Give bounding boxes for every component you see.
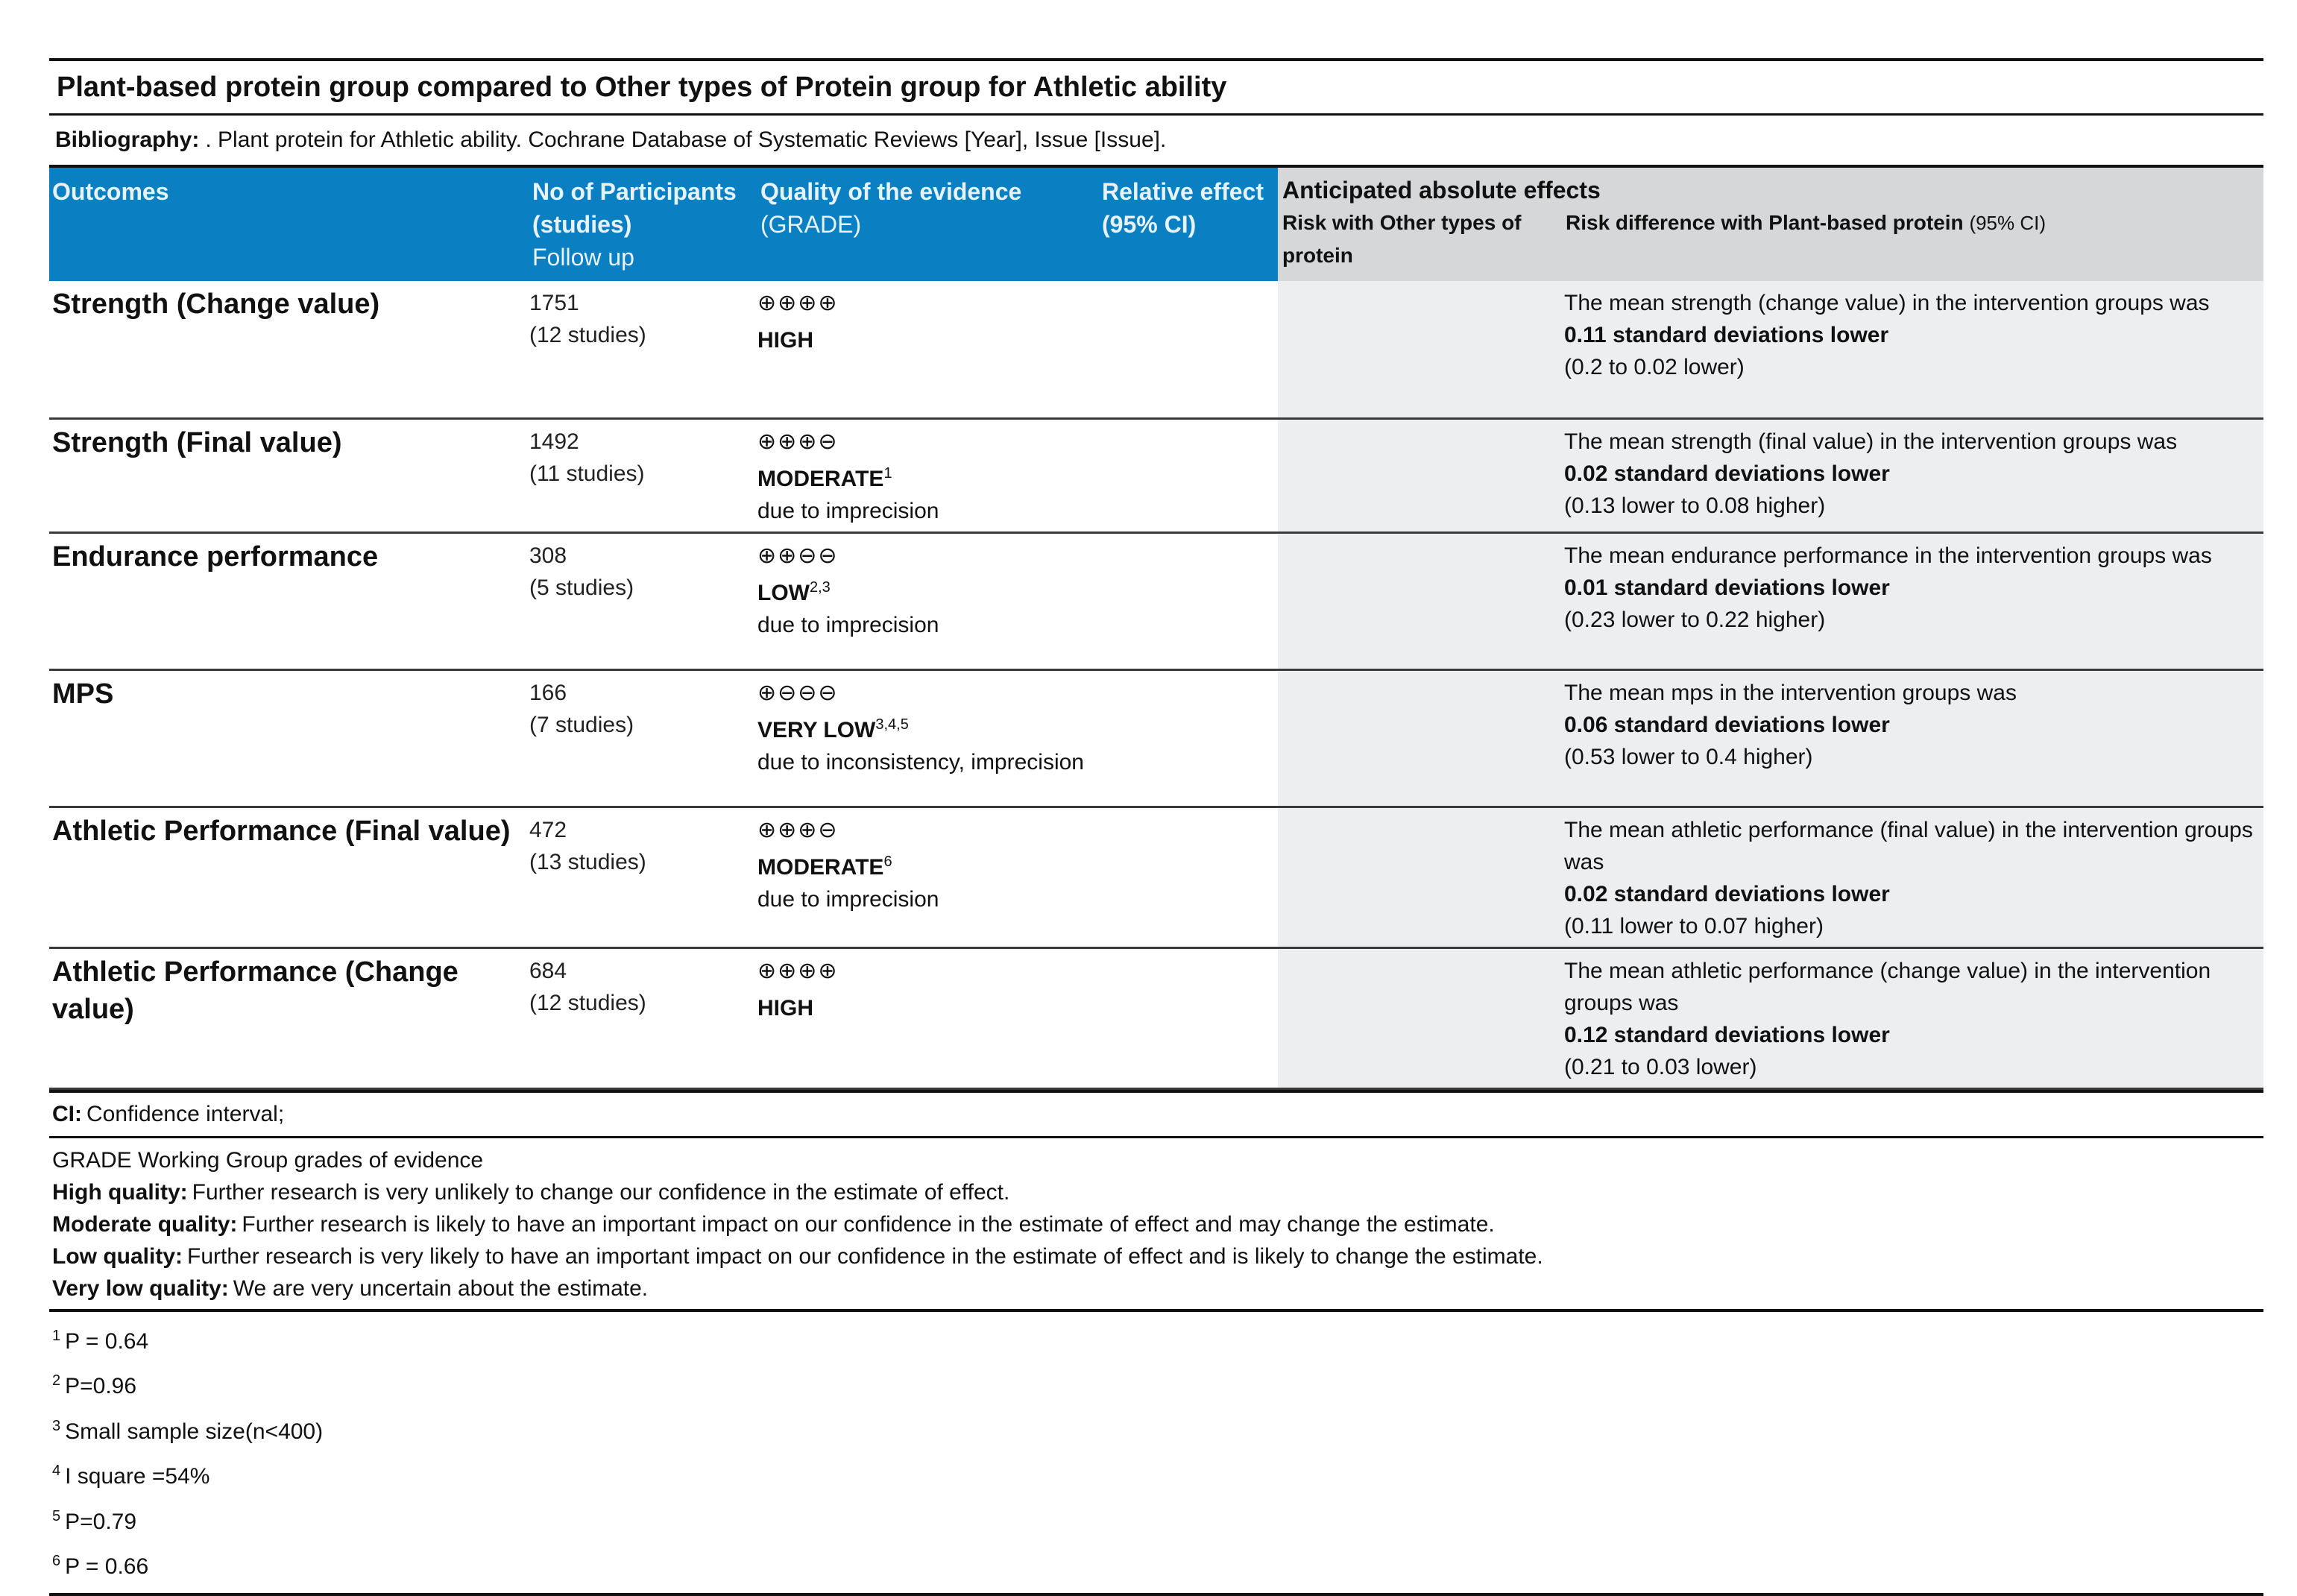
relative-effect-cell (1099, 807, 1278, 947)
footnote-number: 3 (52, 1417, 61, 1434)
footnote-text: Small sample size(n<400) (65, 1419, 324, 1444)
header-risk-difference: Risk difference with Plant-based protein (95% CI) (1566, 211, 2046, 234)
risk-difference-cell (1561, 418, 2263, 532)
participants-count: 1492 (529, 429, 579, 454)
studies-count: (12 studies) (529, 990, 646, 1015)
footnote-item (52, 1361, 2263, 1407)
difference-value: 0.12 standard deviations lower (1564, 1022, 1890, 1047)
footnote-number: 4 (52, 1463, 61, 1479)
outcome-cell: Athletic Performance (Final value) (52, 815, 511, 847)
difference-intro: The mean endurance performance in the intervention groups was (1564, 543, 2212, 568)
grade-rating: HIGH (757, 328, 813, 353)
grade-symbols-icon: ⊕⊕⊖⊖ (757, 543, 839, 568)
grade-reason: due to imprecision (757, 886, 939, 912)
risk-other-cell (1278, 669, 1561, 807)
risk-other-cell (1278, 418, 1561, 532)
table-row (49, 281, 2263, 418)
footnote-item (52, 1451, 2263, 1497)
header-participants: No of Participants (studies) Follow up (529, 166, 757, 281)
quality-cell (757, 281, 1099, 418)
header-risk-other: Risk with Other types of protein (1282, 211, 1522, 267)
studies-count: (7 studies) (529, 712, 634, 737)
grade-footnote-ref: 1 (883, 464, 892, 482)
difference-intro: The mean strength (change value) in the intervention groups was (1564, 291, 2210, 315)
footnote-item (52, 1316, 2263, 1362)
ci-label: CI: (52, 1101, 82, 1126)
outcome-cell: Endurance performance (52, 540, 379, 573)
studies-count: (5 studies) (529, 575, 634, 600)
studies-count: (12 studies) (529, 323, 646, 347)
difference-value: 0.02 standard deviations lower (1564, 461, 1890, 486)
footnote-text: P=0.79 (65, 1509, 137, 1534)
grade-reason: due to inconsistency, imprecision (757, 749, 1084, 775)
difference-intro: The mean mps in the intervention groups was (1564, 680, 2017, 705)
grade-footnote-ref: 3,4,5 (875, 716, 909, 733)
participants-cell (529, 807, 757, 947)
difference-intro: The mean strength (final value) in the intervention groups was (1564, 429, 2178, 454)
quality-cell (757, 807, 1099, 947)
grade-reason: due to imprecision (757, 612, 939, 637)
grade-symbols-icon: ⊕⊕⊕⊖ (757, 817, 839, 842)
grade-high: High quality: Further research is very unlikely to change our confidence in the estimate of effect. (52, 1179, 1010, 1205)
difference-intro: The mean athletic performance (final value) in the intervention groups was (1564, 817, 2253, 874)
studies-count: (13 studies) (529, 849, 646, 874)
footnote-number: 1 (52, 1327, 61, 1344)
studies-count: (11 studies) (529, 461, 645, 486)
participants-cell (529, 281, 757, 418)
findings-table (49, 165, 2263, 1090)
footnote-item (52, 1542, 2263, 1587)
header-grade: (GRADE) (760, 211, 862, 238)
footnotes (49, 1309, 2263, 1596)
grade-symbols-icon: ⊕⊕⊕⊕ (757, 291, 839, 315)
risk-difference-cell (1561, 669, 2263, 807)
grade-heading: GRADE Working Group grades of evidence (52, 1147, 484, 1173)
grade-symbols-icon: ⊕⊕⊕⊕ (757, 958, 839, 983)
relative-effect-cell (1099, 418, 1278, 532)
risk-difference-cell (1561, 532, 2263, 669)
quality-cell (757, 947, 1099, 1088)
participants-count: 166 (529, 680, 567, 705)
participants-cell (529, 532, 757, 669)
risk-difference-cell (1561, 947, 2263, 1088)
difference-ci: (0.23 lower to 0.22 higher) (1564, 607, 1826, 632)
difference-ci: (0.11 lower to 0.07 higher) (1564, 913, 1824, 939)
quality-cell (757, 669, 1099, 807)
grade-footnote-ref: 2,3 (809, 578, 831, 596)
footnote-text: P=0.96 (65, 1374, 137, 1398)
difference-ci: (0.2 to 0.02 lower) (1564, 355, 1745, 379)
participants-count: 308 (529, 543, 567, 568)
outcome-cell: Strength (Change value) (52, 288, 380, 320)
header-relative-effect: Relative effect (95% CI) (1099, 166, 1278, 281)
grade-definitions (49, 1136, 2263, 1309)
risk-other-cell (1278, 532, 1561, 669)
grade-rating: MODERATE (757, 854, 884, 880)
footnote-number: 2 (52, 1372, 61, 1389)
participants-count: 1751 (529, 291, 579, 315)
difference-ci: (0.13 lower to 0.08 higher) (1564, 493, 1826, 518)
difference-intro: The mean athletic performance (change value) in the intervention groups was (1564, 958, 2211, 1015)
summary-of-findings-table (49, 58, 2263, 1596)
grade-very-low: Very low quality: We are very uncertain about the estimate. (52, 1275, 649, 1301)
bibliography (49, 113, 2263, 165)
relative-effect-cell (1099, 947, 1278, 1088)
grade-rating: VERY LOW (757, 717, 876, 742)
footnote-text: I square =54% (65, 1464, 210, 1489)
risk-difference-cell (1561, 807, 2263, 947)
difference-value: 0.01 standard deviations lower (1564, 575, 1890, 600)
header-anticipated (1278, 166, 2263, 281)
header-outcomes: Outcomes (49, 166, 529, 281)
difference-value: 0.11 standard deviations lower (1564, 323, 1889, 347)
risk-other-cell (1278, 947, 1561, 1088)
table-title: Plant-based protein group compared to Other types of Protein group for Athletic ability (57, 71, 1227, 103)
quality-cell (757, 418, 1099, 532)
grade-rating: LOW (757, 580, 810, 605)
ci-note (49, 1090, 2263, 1136)
participants-cell (529, 669, 757, 807)
grade-moderate: Moderate quality: Further research is likely to have an important impact on our confidence in the estimate of effect and may change the estimate. (52, 1211, 1495, 1237)
difference-ci: (0.21 to 0.03 lower) (1564, 1054, 1757, 1079)
grade-symbols-icon: ⊕⊕⊕⊖ (757, 429, 839, 454)
difference-value: 0.06 standard deviations lower (1564, 712, 1890, 737)
table-row (49, 669, 2263, 807)
grade-rating: HIGH (757, 995, 813, 1021)
footnote-item (52, 1407, 2263, 1452)
table-row (49, 532, 2263, 669)
ci-text: Confidence interval; (86, 1101, 285, 1126)
footnote-text: P = 0.66 (65, 1554, 149, 1579)
difference-ci: (0.53 lower to 0.4 higher) (1564, 744, 1813, 769)
relative-effect-cell (1099, 669, 1278, 807)
outcome-cell: MPS (52, 678, 114, 710)
header-quality: Quality of the evidence (GRADE) (757, 166, 1099, 281)
participants-count: 472 (529, 817, 567, 842)
grade-footnote-ref: 6 (883, 853, 892, 870)
grade-symbols-icon: ⊕⊖⊖⊖ (757, 680, 839, 705)
table-row (49, 947, 2263, 1088)
footnote-text: P = 0.64 (65, 1328, 149, 1354)
difference-value: 0.02 standard deviations lower (1564, 881, 1890, 906)
grade-reason: due to imprecision (757, 498, 939, 523)
risk-other-cell (1278, 807, 1561, 947)
quality-cell (757, 532, 1099, 669)
bibliography-text: . Plant protein for Athletic ability. Cochrane Database of Systematic Reviews [Year], Issue [Issue]. (205, 127, 1167, 152)
participants-cell (529, 418, 757, 532)
footnote-item (52, 1497, 2263, 1542)
header-row (49, 166, 2263, 281)
grade-rating: MODERATE (757, 466, 884, 491)
footnote-number: 6 (52, 1553, 61, 1569)
risk-difference-cell (1561, 281, 2263, 418)
table-row (49, 418, 2263, 532)
grade-low: Low quality: Further research is very likely to have an important impact on our confidence in the estimate of effect and is likely to change the estimate. (52, 1243, 1543, 1269)
participants-count: 684 (529, 958, 567, 983)
footnote-number: 5 (52, 1507, 61, 1524)
relative-effect-cell (1099, 281, 1278, 418)
risk-other-cell (1278, 281, 1561, 418)
outcome-cell: Strength (Final value) (52, 426, 342, 458)
relative-effect-cell (1099, 532, 1278, 669)
participants-cell (529, 947, 757, 1088)
outcome-cell: Athletic Performance (Change value) (52, 956, 459, 1025)
header-anticipated-title: Anticipated absolute effects (1282, 177, 1601, 204)
bibliography-label: Bibliography: (55, 127, 200, 152)
table-row (49, 807, 2263, 947)
header-follow-up: Follow up (532, 244, 634, 271)
